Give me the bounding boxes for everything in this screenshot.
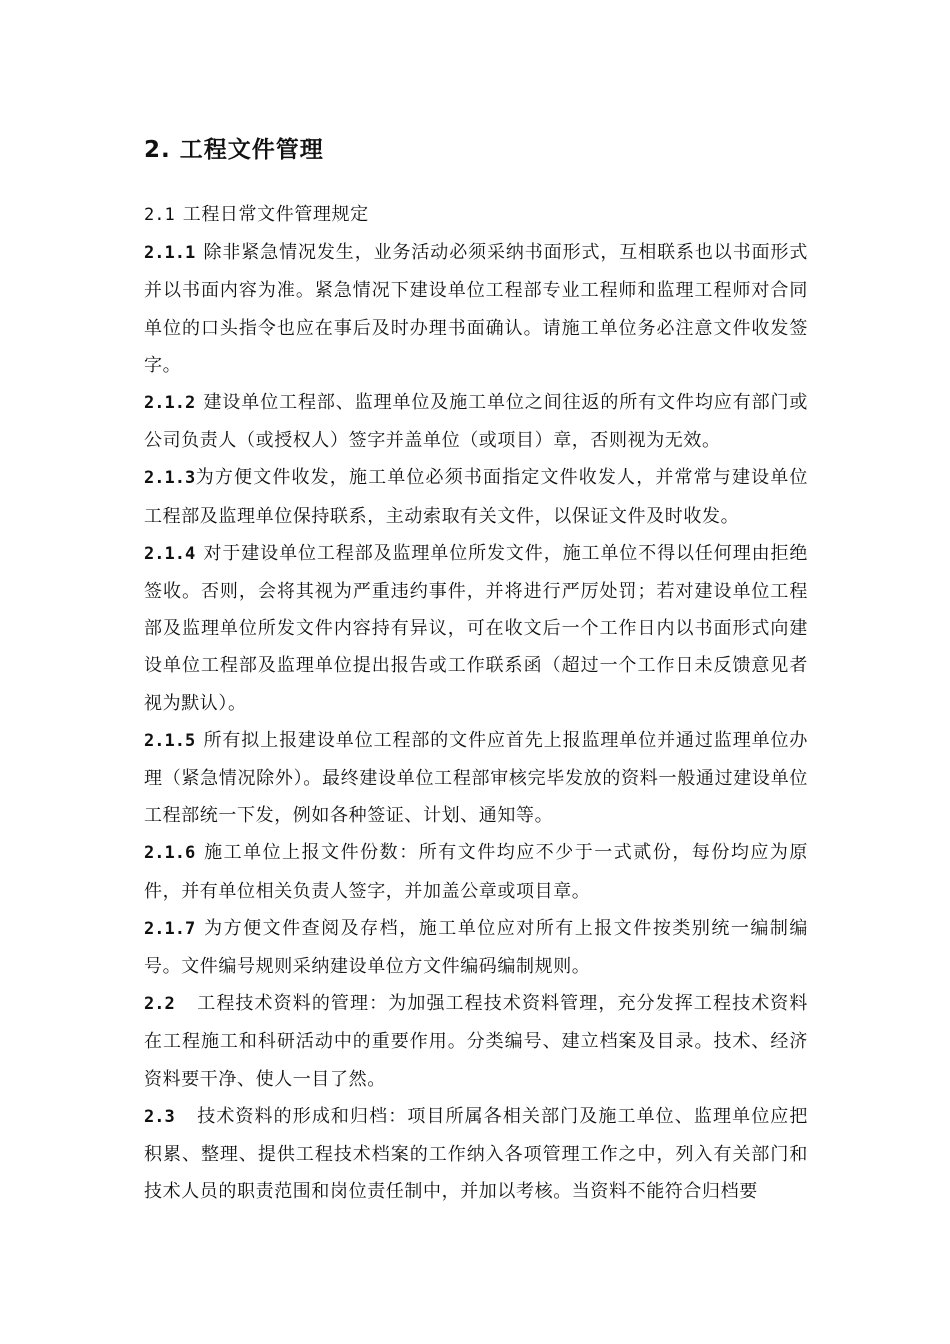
clause-paragraph	[144, 196, 808, 234]
clause-text: 施工单位上报文件份数：所有文件均应不少于一式贰份，每份均应为原件，并有单位相关负责人签字，并加盖公章或项目章。	[144, 842, 808, 902]
clause-number: 2.1.3	[144, 468, 196, 489]
clause-text: 工程日常文件管理规定	[182, 204, 369, 225]
clause-paragraph	[144, 910, 808, 985]
section-heading: 2. 工程文件管理	[144, 137, 324, 163]
clause-number: 2.1.2	[144, 393, 196, 414]
clause-text: 所有拟上报建设单位工程部的文件应首先上报监理单位并通过监理单位办理（紧急情况除外）。最终建设单位工程部审核完毕发放的资料一般通过建设单位工程部统一下发，例如各种签证、计划、通知等。	[144, 729, 808, 827]
clause-number: 2.3	[144, 1106, 175, 1127]
clause-number: 2.1.1	[144, 243, 196, 264]
clause-paragraph	[144, 1098, 808, 1211]
clause-paragraph	[144, 535, 808, 722]
clause-number: 2.1.5	[144, 730, 196, 751]
clause-number: 2.1.7	[144, 918, 196, 939]
clause-paragraph	[144, 459, 808, 534]
clause-paragraph	[144, 722, 808, 835]
clause-text: 建设单位工程部、监理单位及施工单位之间往返的所有文件均应有部门或公司负责人（或授权人）签字并盖单位（或项目）章，否则视为无效。	[144, 392, 808, 452]
clause-paragraph	[144, 384, 808, 459]
clause-paragraph	[144, 834, 808, 909]
clause-number: 2.1	[144, 205, 175, 225]
clause-paragraph	[144, 234, 808, 384]
clause-number: 2.2	[144, 994, 175, 1015]
clause-paragraph	[144, 985, 808, 1098]
clause-text: 对于建设单位工程部及监理单位所发文件，施工单位不得以任何理由拒绝签收。否则，会将其视为严重违约事件，并将进行严厉处罚；若对建设单位工程部及监理单位所发文件内容持有异议，可在收文后一个工作日内以书面形式向建设单位工程部及监理单位提出报告或工作联系函（超过一个工作日未反馈意见者视为默认）。	[144, 542, 808, 714]
clause-text: 为方便文件查阅及存档，施工单位应对所有上报文件按类别统一编制编号。文件编号规则采纳建设单位方文件编码编制规则。	[144, 917, 808, 978]
clause-number: 2.1.4	[144, 543, 196, 564]
clause-number: 2.1.6	[144, 843, 196, 864]
clause-text: 技术资料的形成和归档：项目所属各相关部门及施工单位、监理单位应把积累、整理、提供工程技术档案的工作纳入各项管理工作之中，列入有关部门和技术人员的职责范围和岗位责任制中，并加以考核。当资料不能符合归档要	[144, 1105, 808, 1203]
document-content	[144, 128, 808, 1210]
clause-text: 为方便文件收发，施工单位必须书面指定文件收发人，并常常与建设单位工程部及监理单位保持联系，主动索取有关文件，以保证文件及时收发。	[144, 467, 808, 527]
section-list	[144, 196, 808, 1210]
clause-text: 工程技术资料的管理：为加强工程技术资料管理，充分发挥工程技术资料在工程施工和科研活动中的重要作用。分类编号、建立档案及目录。技术、经济资料要干净、使人一目了然。	[144, 993, 808, 1090]
clause-text: 除非紧急情况发生，业务活动必须采纳书面形式，互相联系也以书面形式并以书面内容为准。紧急情况下建设单位工程部专业工程师和监理工程师对合同单位的口头指令也应在事后及时办理书面确认。请施工单位务必注意文件收发签字。	[144, 242, 808, 376]
